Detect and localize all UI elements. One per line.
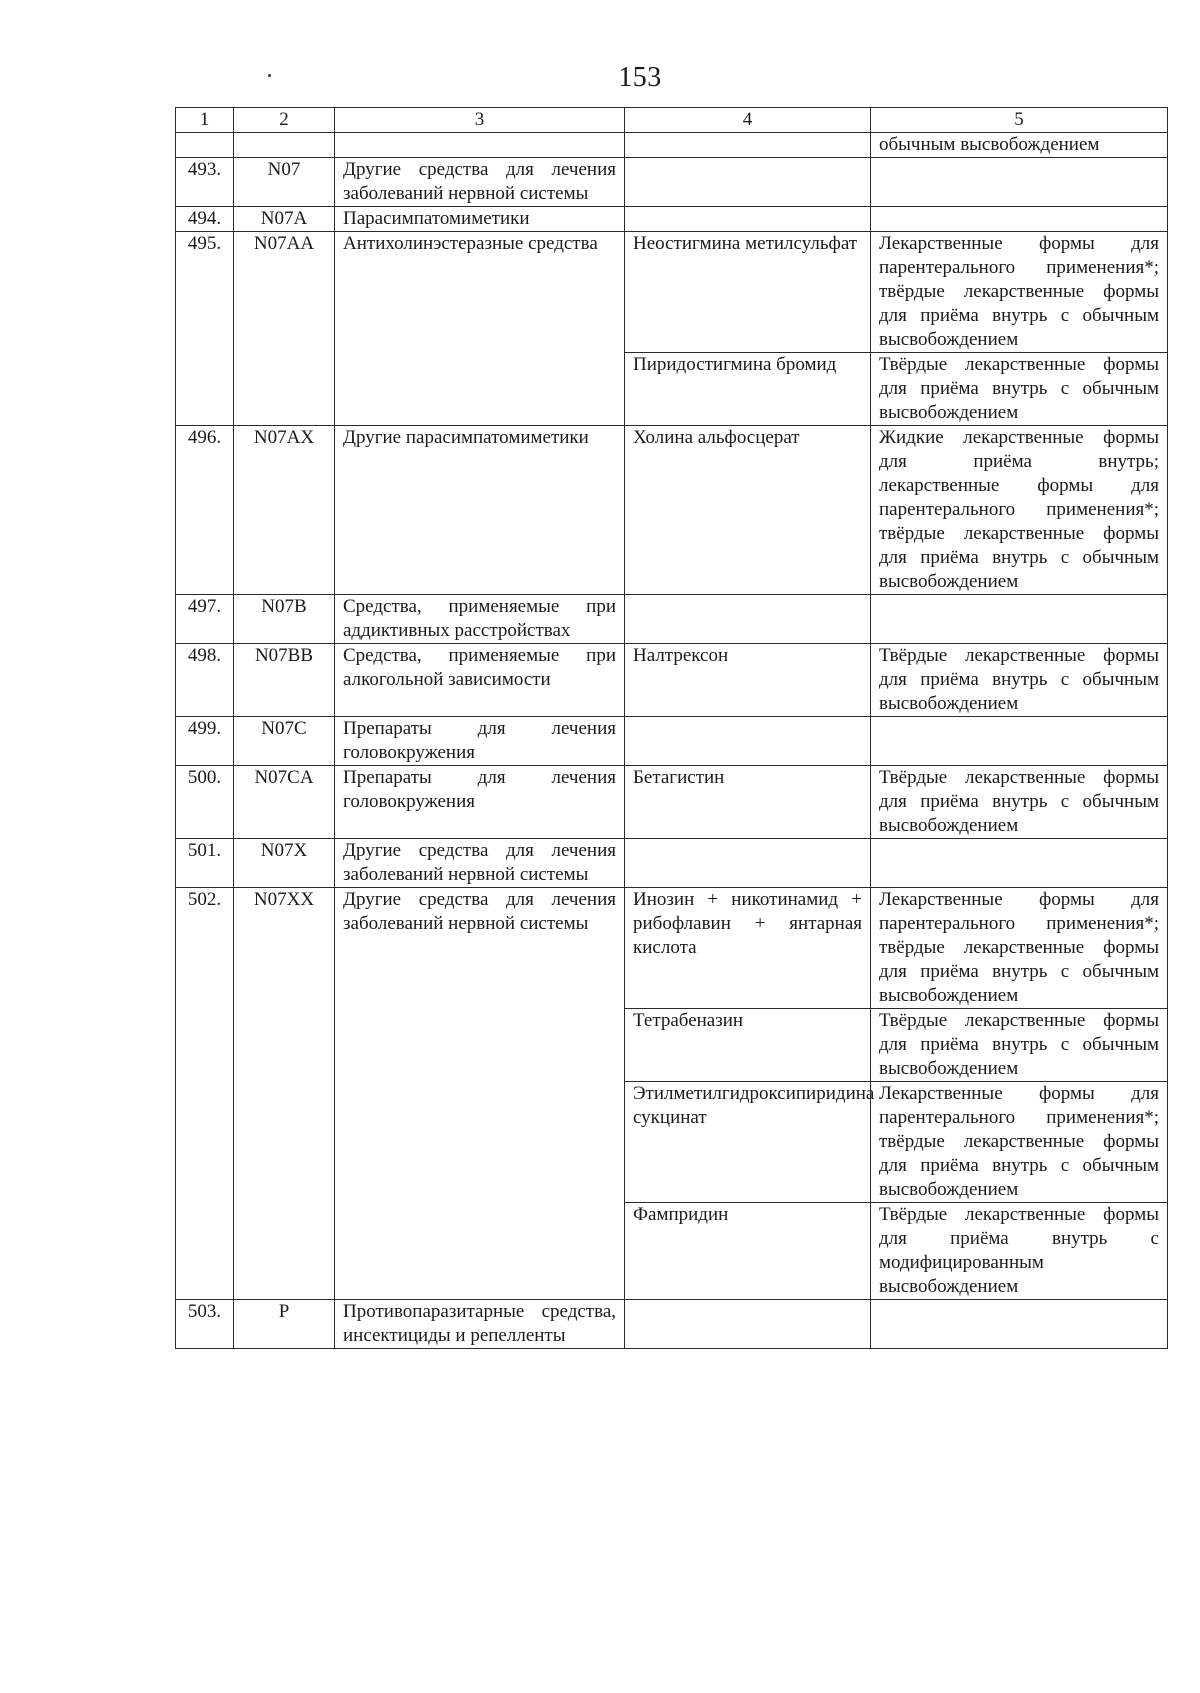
dosage-form-cell [871, 717, 1168, 766]
atc-code-cell [234, 133, 335, 158]
atc-code-cell: N07CA [234, 766, 335, 839]
dosage-form-cell [871, 595, 1168, 644]
drug-name-cell: Неостигмина метилсульфат [625, 232, 871, 353]
row-number-cell: 495. [176, 232, 234, 426]
atc-code-cell: N07X [234, 839, 335, 888]
drug-name-cell: Бетагистин [625, 766, 871, 839]
group-name-cell: Препараты для лечения головокружения [335, 717, 625, 766]
table-row [176, 207, 1168, 232]
table-row [176, 426, 1168, 595]
column-header-1: 1 [176, 108, 234, 133]
drug-name-cell: Налтрексон [625, 644, 871, 717]
column-header-3: 3 [335, 108, 625, 133]
dosage-form-cell: Лекарственные формы для парентерального применения*; твёрдые лекарственные формы для приёма внутрь с обычным высвобождением [871, 1082, 1168, 1203]
dosage-form-cell [871, 839, 1168, 888]
atc-code-cell: N07C [234, 717, 335, 766]
atc-code-cell: N07 [234, 158, 335, 207]
dosage-form-cell: Твёрдые лекарственные формы для приёма внутрь с обычным высвобождением [871, 766, 1168, 839]
column-header-5: 5 [871, 108, 1168, 133]
row-number-cell: 503. [176, 1300, 234, 1349]
row-number-cell: 502. [176, 888, 234, 1300]
page-number: 153 [618, 62, 662, 93]
table-header-row [176, 108, 1168, 133]
drug-name-cell: Пиридостигмина бромид [625, 353, 871, 426]
table-row [176, 595, 1168, 644]
group-name-cell: Антихолинэстеразные средства [335, 232, 625, 426]
row-number-cell: 497. [176, 595, 234, 644]
row-number-cell: 499. [176, 717, 234, 766]
dosage-form-cell: Твёрдые лекарственные формы для приёма внутрь с обычным высвобождением [871, 1009, 1168, 1082]
dosage-form-cell: обычным высвобождением [871, 133, 1168, 158]
table-row [176, 766, 1168, 839]
group-name-cell: Другие средства для лечения заболеваний нервной системы [335, 158, 625, 207]
drug-name-cell: Фампридин [625, 1203, 871, 1300]
atc-code-cell: N07A [234, 207, 335, 232]
table-row [176, 839, 1168, 888]
dosage-form-cell: Лекарственные формы для парентерального применения*; твёрдые лекарственные формы для приёма внутрь с обычным высвобождением [871, 232, 1168, 353]
drug-name-cell: Этилметилгидроксипиридина сукцинат [625, 1082, 871, 1203]
group-name-cell [335, 133, 625, 158]
row-number-cell: 501. [176, 839, 234, 888]
table-row [176, 888, 1168, 1009]
dosage-form-cell: Твёрдые лекарственные формы для приёма внутрь с обычным высвобождением [871, 644, 1168, 717]
atc-code-cell: N07AX [234, 426, 335, 595]
row-number-cell: 493. [176, 158, 234, 207]
row-number-cell: 494. [176, 207, 234, 232]
table-row [176, 644, 1168, 717]
drug-name-cell [625, 595, 871, 644]
continuation-row [176, 133, 1168, 158]
group-name-cell: Другие средства для лечения заболеваний нервной системы [335, 888, 625, 1300]
dosage-form-cell [871, 207, 1168, 232]
dosage-form-cell: Твёрдые лекарственные формы для приёма внутрь с модифицированным высвобождением [871, 1203, 1168, 1300]
atc-code-cell: N07B [234, 595, 335, 644]
dosage-form-cell [871, 158, 1168, 207]
dosage-form-cell [871, 1300, 1168, 1349]
group-name-cell: Парасимпатомиметики [335, 207, 625, 232]
drug-classification-table [175, 107, 1168, 1349]
table-row [176, 158, 1168, 207]
row-number-cell: 498. [176, 644, 234, 717]
group-name-cell: Средства, применяемые при аддиктивных расстройствах [335, 595, 625, 644]
drug-name-cell: Инозин + никотинамид + рибофлавин + янтарная кислота [625, 888, 871, 1009]
group-name-cell: Другие средства для лечения заболеваний нервной системы [335, 839, 625, 888]
atc-code-cell: N07AA [234, 232, 335, 426]
column-header-2: 2 [234, 108, 335, 133]
group-name-cell: Препараты для лечения головокружения [335, 766, 625, 839]
drug-name-cell [625, 133, 871, 158]
drug-name-cell: Холина альфосцерат [625, 426, 871, 595]
table-row [176, 717, 1168, 766]
drug-name-cell [625, 1300, 871, 1349]
row-number-cell: 496. [176, 426, 234, 595]
column-header-4: 4 [625, 108, 871, 133]
group-name-cell: Средства, применяемые при алкогольной зависимости [335, 644, 625, 717]
drug-name-cell [625, 158, 871, 207]
dosage-form-cell: Лекарственные формы для парентерального применения*; твёрдые лекарственные формы для приёма внутрь с обычным высвобождением [871, 888, 1168, 1009]
dosage-form-cell: Жидкие лекарственные формы для приёма внутрь; лекарственные формы для парентерального применения*; твёрдые лекарственные формы для приёма внутрь с обычным высвобождением [871, 426, 1168, 595]
atc-code-cell: N07BB [234, 644, 335, 717]
drug-name-cell [625, 839, 871, 888]
row-number-cell: 500. [176, 766, 234, 839]
group-name-cell: Противопаразитарные средства, инсектициды и репелленты [335, 1300, 625, 1349]
atc-code-cell: P [234, 1300, 335, 1349]
drug-name-cell [625, 717, 871, 766]
row-number-cell [176, 133, 234, 158]
group-name-cell: Другие парасимпатомиметики [335, 426, 625, 595]
dosage-form-cell: Твёрдые лекарственные формы для приёма внутрь с обычным высвобождением [871, 353, 1168, 426]
atc-code-cell: N07XX [234, 888, 335, 1300]
table-row [176, 1300, 1168, 1349]
table-row [176, 232, 1168, 353]
drug-name-cell [625, 207, 871, 232]
drug-name-cell: Тетрабеназин [625, 1009, 871, 1082]
